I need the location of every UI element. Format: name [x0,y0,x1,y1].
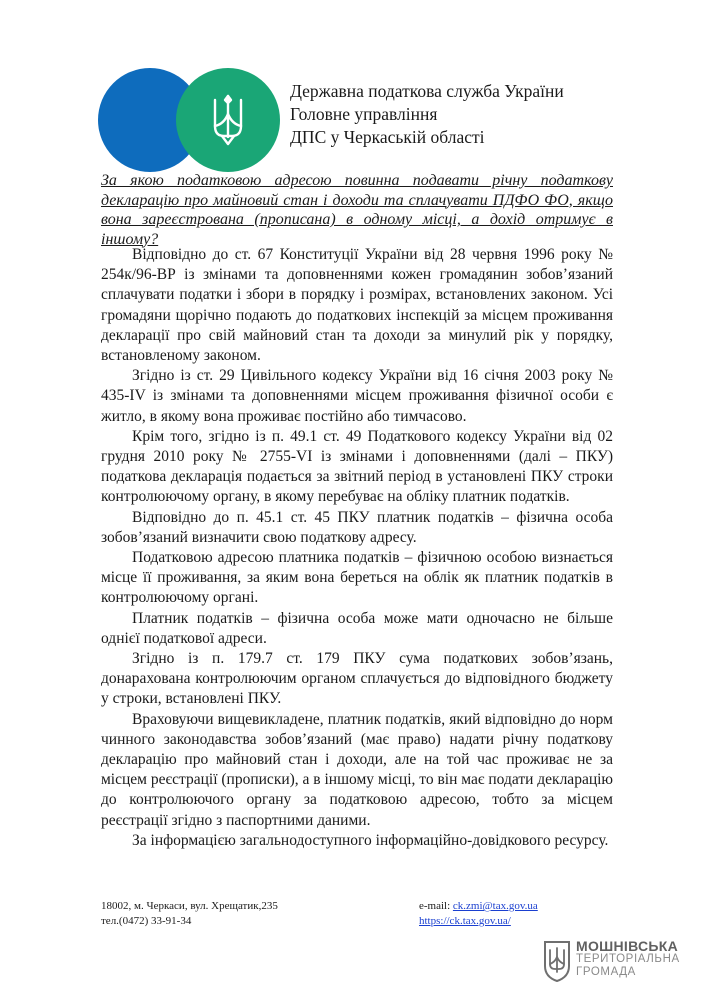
paragraph-5: Податковою адресою платника податків – фізичною особою визнається місце її проживання, за яким вона береться на облік як платник податків в контролюючому органі. [101,549,613,607]
footer-links [419,899,538,929]
footer-website-row [419,914,538,929]
paragraph-6: Платник податків – фізична особа може мати одночасно не більше однієї податкової адреси. [101,609,613,647]
footer-email-label: e-mail: [419,900,453,912]
paragraph-7: Згідно із п. 179.7 ст. 179 ПКУ сума податкових зобов’язань, донарахована контролюючим органом сплачується до відповідного бюджету у строки, встановлені ПКУ. [101,650,613,708]
watermark [542,940,692,984]
dps-logo [98,68,280,172]
paragraph-3: Крім того, згідно із п. 49.1 ст. 49 Податкового кодексу України від 02 грудня 2010 року № 2755-VI із змінами і доповненнями (далі – ПКУ) податкова декларація подається за звітний період в установлені ПКУ строки контролюючому органу, в якому перебуває на обліку платник податків. [101,427,613,506]
coat-of-arms-icon [542,940,572,982]
footer-email-row [419,899,538,914]
paragraph-2: Згідно із ст. 29 Цивільного кодексу України від 16 січня 2003 року № 435-IV із змінами та доповненнями місцем проживання фізичної особи є житло, в якому вона проживає постійно або тимчасово. [101,367,613,425]
watermark-text [576,940,680,979]
footer-website-link[interactable]: https://ck.tax.gov.ua/ [419,915,511,927]
paragraph-1: Відповідно до ст. 67 Конституції України від 28 червня 1996 року № 254к/96-ВР із змінами та доповненнями кожен громадянин зобов’язаний сплачувати податки і збори в порядку і розмірах, встановлених законом. Усі громадяни щорічно подають до податкових інспекцій за місцем проживання декларації про свій майновий стан та доходи за минулий рік у порядку, встановленому законом. [101,246,613,365]
org-name [290,80,564,149]
paragraph-8: Враховуючи вищевикладене, платник податків, який відповідно до норм чинного законодавства зобов’язаний (має право) надати річну податкову декларацію про майновий стан і доходи, але на той час проживає не за місцем реєстрації (прописки), а в іншому місці, то він має подати декларацію до контролюючого органу за податковою адресою, тобто за місцем реєстрації згідно з паспортними даними. [101,710,613,829]
footer-phone: тел.(0472) 33-91-34 [101,915,192,927]
org-line-3: ДПС у Черкаській області [290,127,485,147]
question-heading: За якою податковою адресою повинна подавати річну податкову декларацію про майновий стан і доходи та сплачувати ПДФО ФО, якщо вона зареєстрована (прописана) в одному місці, а дохід отримує в іншому? [101,172,613,248]
org-line-1: Державна податкова служба України [290,81,564,101]
footer-contacts [101,899,278,929]
watermark-line-1: МОШНІВСЬКА [576,938,679,954]
footer-email-link[interactable]: ck.zmi@tax.gov.ua [452,900,538,912]
document-body [101,245,613,851]
footer-address: 18002, м. Черкаси, вул. Хрещатик,235 [101,900,278,912]
org-line-2: Головне управління [290,104,438,124]
paragraph-4: Відповідно до п. 45.1 ст. 45 ПКУ платник податків – фізична особа зобов’язаний визначити свою податкову адресу. [101,508,613,546]
paragraph-9: За інформацією загальнодоступного інформаційно-довідкового ресурсу. [132,831,609,849]
watermark-line-3: ГРОМАДА [576,966,636,978]
watermark-line-2: ТЕРИТОРІАЛЬНА [576,953,680,965]
